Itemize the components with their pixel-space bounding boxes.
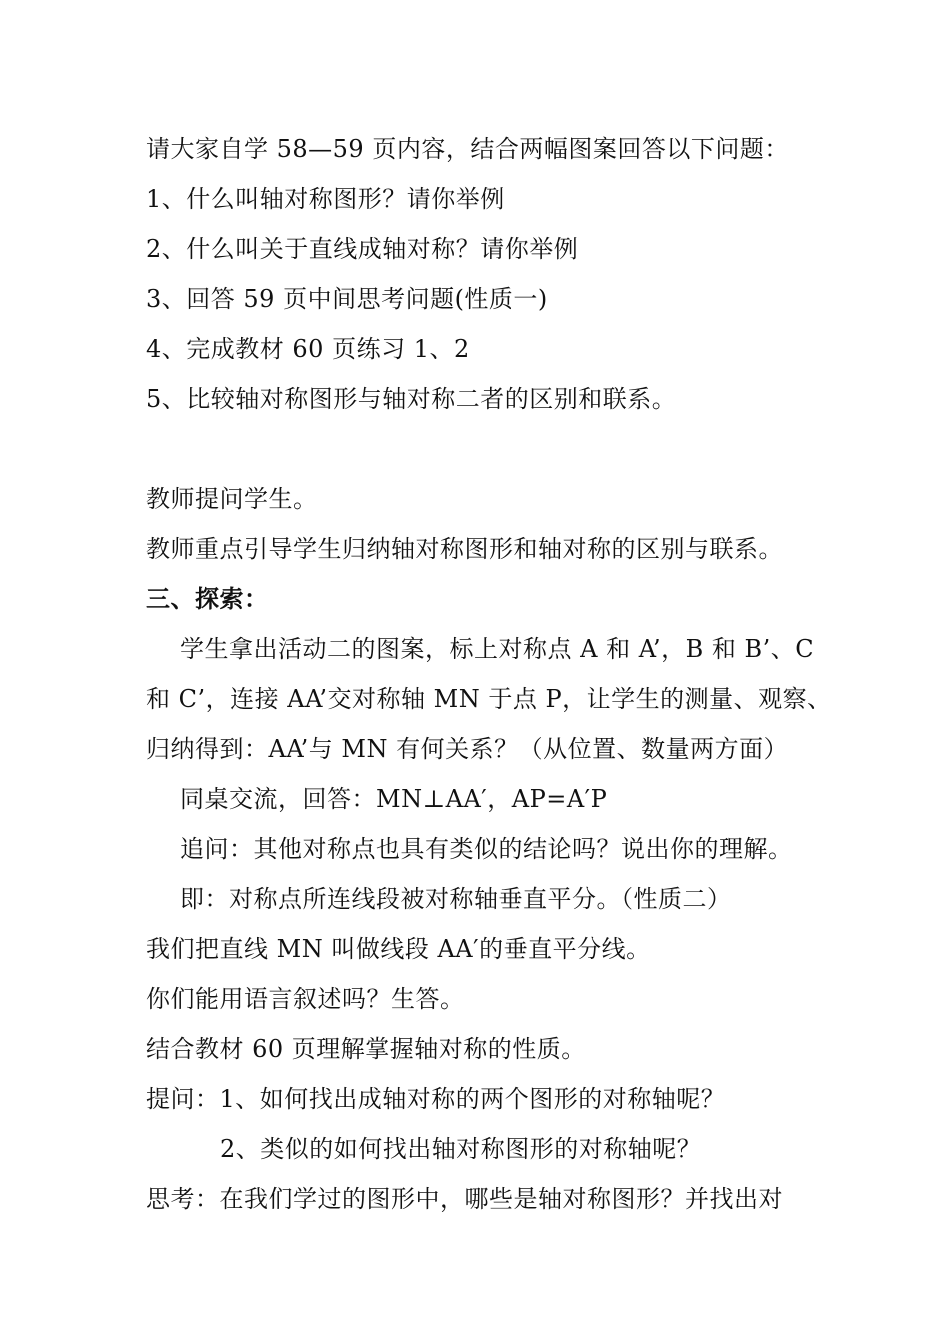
question-2: 2、什么叫关于直线成轴对称？请你举例 xyxy=(146,235,579,263)
explore-paragraph-line-3: 归纳得到：AA’与 MN 有何关系？（从位置、数量两方面） xyxy=(146,735,789,763)
intro-instruction: 请大家自学 58—59 页内容，结合两幅图案回答以下问题： xyxy=(146,135,789,163)
peer-discussion-answer: 同桌交流，回答：MN⊥AA′，AP=A′P xyxy=(180,785,608,813)
question-find-axis-1: 提问：1、如何找出成轴对称的两个图形的对称轴呢？ xyxy=(146,1085,726,1113)
question-3: 3、回答 59 页中间思考问题(性质一) xyxy=(146,285,548,313)
question-1: 1、什么叫轴对称图形？请你举例 xyxy=(146,185,505,213)
section-heading-explore: 三、探索： xyxy=(146,584,269,613)
think-prompt: 思考：在我们学过的图形中，哪些是轴对称图形？并找出对 xyxy=(146,1185,783,1213)
question-4: 4、完成教材 60 页练习 1、2 xyxy=(146,335,470,363)
explore-paragraph-line-2: 和 C’，连接 AA’交对称轴 MN 于点 P，让学生的测量、观察、 xyxy=(146,685,832,713)
question-find-axis-2: 2、类似的如何找出轴对称图形的对称轴呢？ xyxy=(220,1135,702,1163)
question-5: 5、比较轴对称图形与轴对称二者的区别和联系。 xyxy=(146,385,677,413)
teacher-question-note: 教师提问学生。 xyxy=(146,485,318,513)
verbal-description-prompt: 你们能用语言叙述吗？生答。 xyxy=(146,985,465,1013)
property-two-statement: 即：对称点所连线段被对称轴垂直平分。（性质二） xyxy=(180,885,732,913)
follow-up-question: 追问：其他对称点也具有类似的结论吗？说出你的理解。 xyxy=(180,835,793,863)
textbook-reference: 结合教材 60 页理解掌握轴对称的性质。 xyxy=(146,1035,586,1063)
teacher-guidance-note: 教师重点引导学生归纳轴对称图形和轴对称的区别与联系。 xyxy=(146,535,783,563)
explore-paragraph-line-1: 学生拿出活动二的图案，标上对称点 A 和 A’，B 和 B’、C xyxy=(180,635,815,663)
perpendicular-bisector-definition: 我们把直线 MN 叫做线段 AA′的垂直平分线。 xyxy=(146,935,651,963)
